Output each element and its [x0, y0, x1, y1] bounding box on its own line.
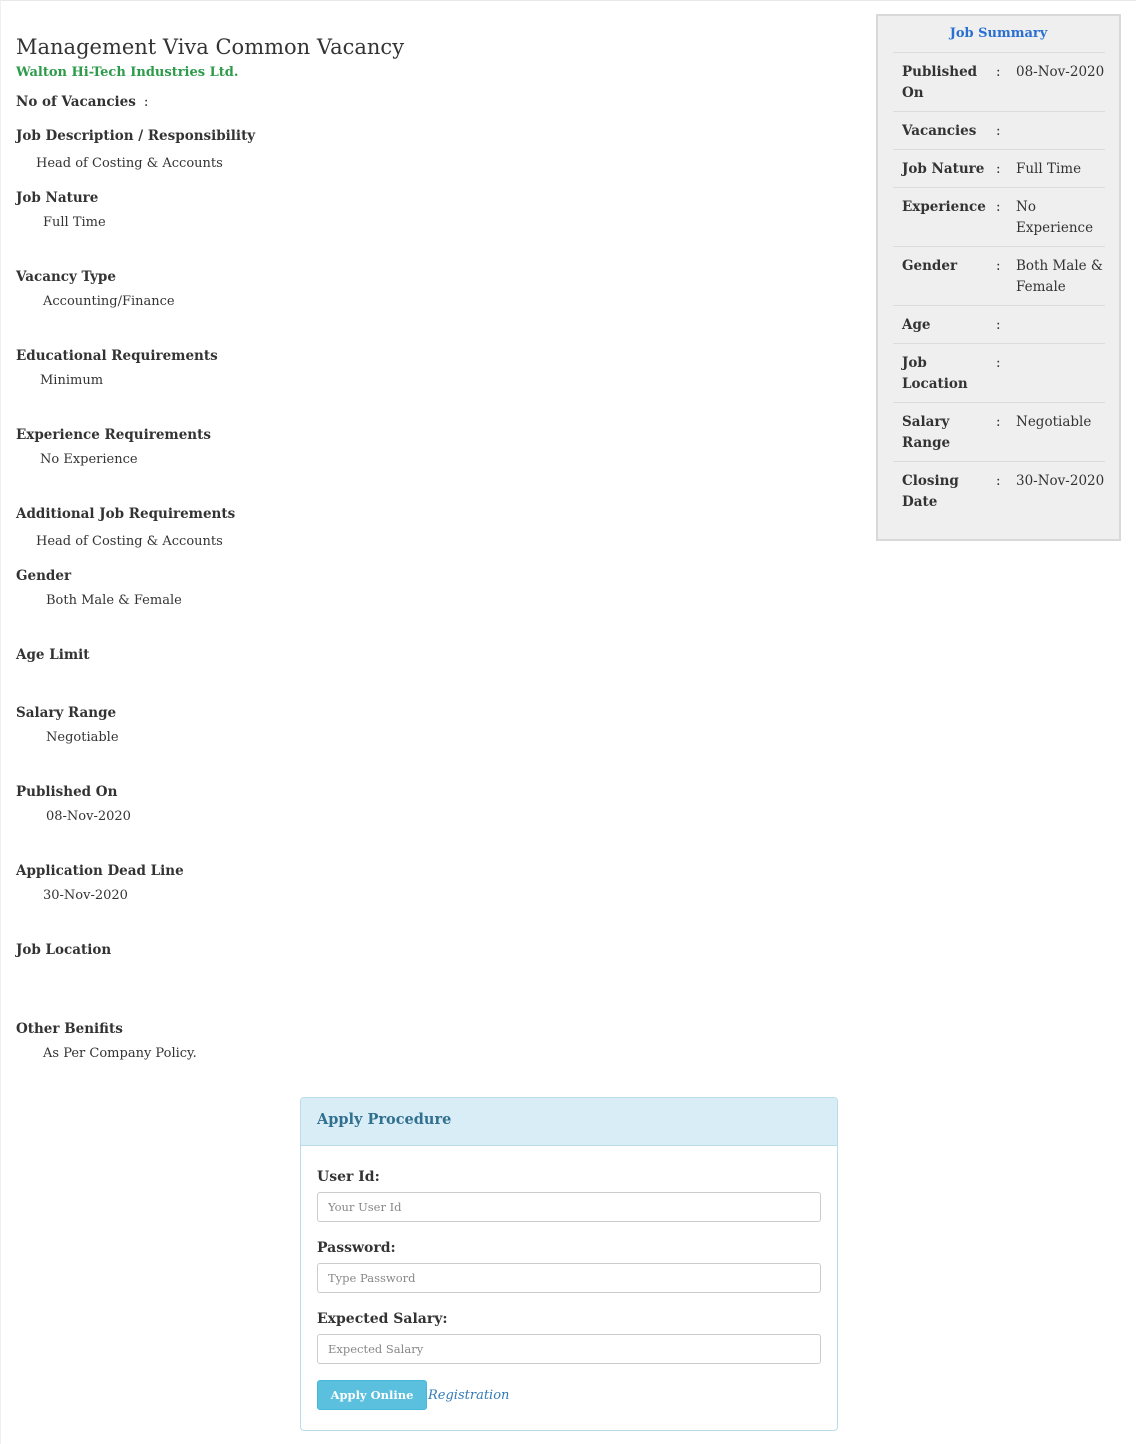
summary-key: Experience — [902, 199, 986, 215]
summary-row-vacancies — [893, 111, 1105, 149]
sections — [16, 0, 846, 1090]
section-job-description — [16, 128, 255, 171]
summary-row-experience — [893, 187, 1105, 246]
section-value: Negotiable — [46, 730, 119, 745]
password-input[interactable] — [317, 1263, 821, 1293]
section-heading: Gender — [16, 568, 72, 584]
section-heading: Job Nature — [16, 190, 99, 206]
summary-colon: : — [996, 161, 1001, 177]
registration-link[interactable]: Registration — [428, 1388, 510, 1403]
summary-value: 30-Nov-2020 — [1016, 473, 1105, 489]
summary-key: Job Location — [902, 355, 968, 392]
section-value: Accounting/Finance — [43, 294, 175, 309]
summary-colon: : — [996, 123, 1001, 139]
section-gender — [16, 568, 182, 608]
expected-salary-input[interactable] — [317, 1334, 821, 1364]
section-value: Head of Costing & Accounts — [36, 156, 223, 171]
summary-row-gender — [893, 246, 1105, 305]
section-value: 08-Nov-2020 — [46, 809, 131, 824]
summary-key: Closing Date — [902, 473, 959, 510]
section-educational-requirements — [16, 348, 218, 388]
section-vacancy-type — [16, 269, 175, 309]
section-age-limit — [16, 647, 89, 672]
page-title: Management Viva Common Vacancy — [16, 35, 405, 59]
section-application-deadline — [16, 863, 184, 903]
summary-key: Gender — [902, 258, 958, 274]
section-heading: Educational Requirements — [16, 348, 218, 364]
summary-colon: : — [996, 414, 1001, 430]
section-heading: Published On — [16, 784, 118, 800]
summary-colon: : — [996, 64, 1001, 80]
section-value: Head of Costing & Accounts — [36, 534, 223, 549]
apply-procedure-title: Apply Procedure — [301, 1098, 837, 1146]
summary-value: Both Male & Female — [1016, 258, 1103, 295]
summary-key: Vacancies — [902, 123, 977, 139]
apply-procedure-panel — [300, 1097, 838, 1431]
job-summary-panel — [876, 14, 1121, 541]
summary-key: Job Nature — [902, 161, 985, 177]
apply-online-button[interactable]: Apply Online — [317, 1380, 427, 1410]
summary-key: Salary Range — [902, 414, 951, 451]
summary-row-job-nature — [893, 149, 1105, 187]
summary-colon: : — [996, 355, 1001, 371]
section-heading: Age Limit — [16, 647, 90, 663]
user-id-input[interactable] — [317, 1192, 821, 1222]
section-value: No Experience — [40, 452, 138, 467]
summary-value: 08-Nov-2020 — [1016, 64, 1105, 80]
job-summary-title: Job Summary — [949, 26, 1048, 41]
section-heading: Other Benifits — [16, 1021, 123, 1037]
section-heading: Experience Requirements — [16, 427, 211, 443]
section-experience-requirements — [16, 427, 211, 467]
section-published-on — [16, 784, 131, 824]
section-heading: Salary Range — [16, 705, 117, 721]
summary-row-published-on — [893, 52, 1105, 111]
section-heading: Application Dead Line — [16, 863, 184, 879]
summary-value: No Experience — [1016, 199, 1094, 236]
section-salary-range — [16, 705, 119, 745]
section-value: Full Time — [43, 215, 106, 230]
summary-key: Published On — [902, 64, 978, 101]
summary-colon: : — [996, 199, 1001, 215]
section-heading: Job Location — [16, 942, 112, 958]
section-value: 30-Nov-2020 — [43, 888, 128, 903]
summary-row-age — [893, 305, 1105, 343]
summary-value: Negotiable — [1016, 414, 1092, 430]
summary-row-closing-date — [893, 461, 1105, 520]
summary-colon: : — [996, 258, 1001, 274]
section-heading: Job Description / Responsibility — [16, 128, 256, 144]
section-heading: Vacancy Type — [16, 269, 116, 285]
vacancies-colon: : — [143, 94, 149, 110]
section-value: Both Male & Female — [46, 593, 182, 608]
password-label: Password: — [317, 1240, 396, 1256]
company-name: Walton Hi-Tech Industries Ltd. — [16, 65, 239, 80]
summary-row-job-location — [893, 343, 1105, 402]
section-job-location — [16, 942, 111, 967]
summary-value: Full Time — [1016, 161, 1082, 177]
section-heading: Additional Job Requirements — [16, 506, 236, 522]
summary-key: Age — [902, 317, 931, 333]
section-value: As Per Company Policy. — [43, 1046, 197, 1061]
section-additional-requirements — [16, 506, 235, 549]
expected-salary-label: Expected Salary: — [317, 1311, 448, 1327]
vacancies-label: No of Vacancies — [16, 94, 136, 110]
section-job-nature — [16, 190, 106, 230]
summary-row-salary-range — [893, 402, 1105, 461]
summary-colon: : — [996, 317, 1001, 333]
user-id-label: User Id: — [317, 1169, 380, 1185]
section-other-benefits — [16, 1021, 197, 1061]
summary-colon: : — [996, 473, 1001, 489]
section-value: Minimum — [40, 373, 104, 388]
